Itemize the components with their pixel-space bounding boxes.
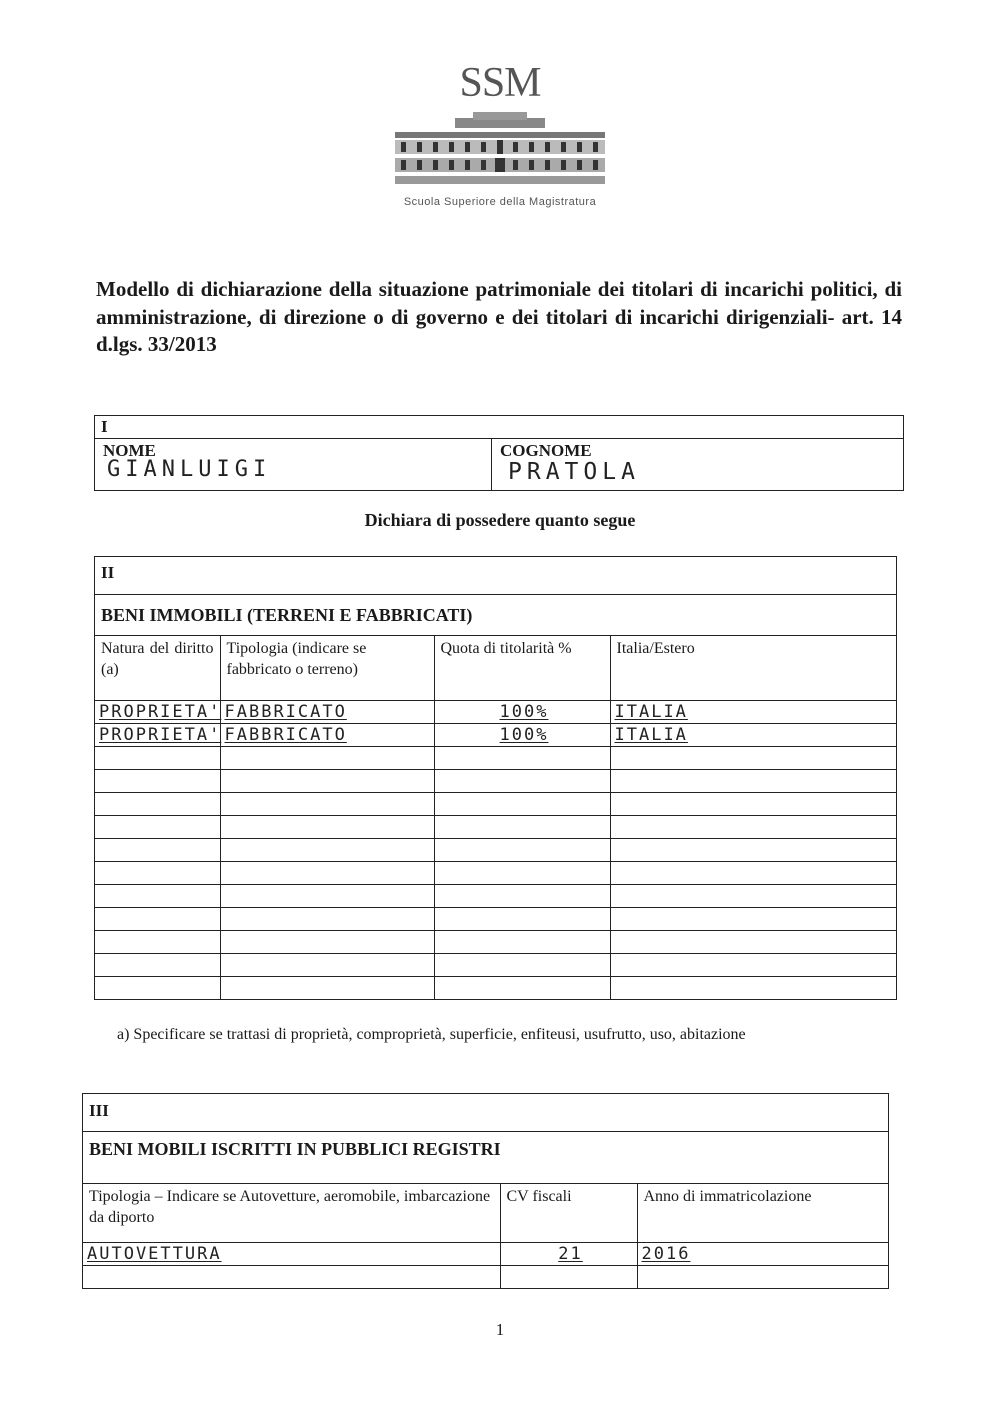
section-registered-vehicles	[82, 1093, 889, 1289]
table-cell	[95, 770, 220, 793]
cell-value: ITALIA	[614, 725, 688, 745]
building-illustration-icon	[385, 110, 615, 192]
column-header: Tipologia (indicare se fabbricato o terreno)	[220, 636, 434, 701]
table-cell	[610, 885, 896, 908]
table-cell	[95, 724, 220, 747]
table-cell	[95, 977, 220, 1000]
table-cell	[434, 954, 610, 977]
table-cell	[610, 747, 896, 770]
logo-mark: SSM	[459, 60, 541, 106]
table-row	[95, 747, 896, 770]
table-row	[95, 931, 896, 954]
logo-caption: Scuola Superiore della Magistratura	[403, 196, 597, 208]
table-cell	[434, 908, 610, 931]
table-cell	[83, 1243, 500, 1266]
table-cell	[500, 1266, 637, 1289]
table-cell	[610, 793, 896, 816]
section-number: III	[83, 1094, 888, 1132]
table-cell	[95, 885, 220, 908]
table-cell	[637, 1243, 888, 1266]
table-cell	[220, 885, 434, 908]
name-label: NOME	[103, 441, 156, 460]
cell-value: 21	[558, 1244, 583, 1264]
table-cell	[610, 816, 896, 839]
table-cell	[434, 977, 610, 1000]
table-cell	[434, 701, 610, 724]
cell-value: ITALIA	[614, 702, 688, 722]
table-cell	[434, 862, 610, 885]
footnote: a) Specificare se trattasi di proprietà, comproprietà, superficie, enfiteusi, usufrutto, uso, abitazione	[117, 1026, 746, 1043]
table-cell	[220, 931, 434, 954]
table-cell	[610, 724, 896, 747]
section-number: II	[95, 557, 896, 595]
table-cell	[95, 954, 220, 977]
table-row	[95, 724, 896, 747]
table-row	[95, 908, 896, 931]
table-cell	[434, 931, 610, 954]
cell-value: FABBRICATO	[224, 725, 347, 745]
table-cell	[434, 885, 610, 908]
table-cell	[220, 977, 434, 1000]
table-row	[95, 977, 896, 1000]
cell-value: FABBRICATO	[224, 702, 347, 722]
section-title: BENI MOBILI ISCRITTI IN PUBBLICI REGISTRI	[83, 1132, 888, 1184]
table-row	[95, 954, 896, 977]
table-cell	[610, 908, 896, 931]
document-title: Modello di dichiarazione della situazione patrimoniale dei titolari di incarichi politici, di amministrazione, di direzione o di governo e dei titolari di incarichi dirigenziali- art. 14 d.lgs. 33/2013	[96, 277, 902, 357]
cell-value: AUTOVETTURA	[87, 1244, 222, 1264]
table-cell	[95, 839, 220, 862]
table-cell	[220, 816, 434, 839]
table-cell	[610, 701, 896, 724]
cell-value: 2016	[641, 1244, 691, 1264]
table-row	[95, 770, 896, 793]
table-cell	[220, 862, 434, 885]
table-cell	[434, 793, 610, 816]
table-cell	[637, 1266, 888, 1289]
table-cell	[610, 977, 896, 1000]
table-cell	[95, 793, 220, 816]
table-cell	[220, 793, 434, 816]
name-value: GIANLUIGI	[107, 457, 272, 482]
surname-value: PRATOLA	[508, 459, 640, 485]
section-identity	[94, 415, 904, 491]
table-header-row	[83, 1184, 888, 1243]
table-cell	[434, 724, 610, 747]
page-number: 1	[495, 1320, 505, 1339]
cell-value: PROPRIETA'	[99, 702, 222, 722]
declaration-text: Dichiara di possedere quanto segue	[364, 510, 636, 530]
table-row	[95, 839, 896, 862]
table-row	[95, 701, 896, 724]
column-header: Anno di immatricolazione	[637, 1184, 888, 1243]
section-real-estate	[94, 556, 897, 1000]
name-cell	[95, 439, 492, 490]
table-cell	[610, 862, 896, 885]
table-cell	[610, 770, 896, 793]
real-estate-table	[95, 636, 896, 999]
table-cell	[500, 1243, 637, 1266]
table-cell	[434, 816, 610, 839]
table-cell	[434, 747, 610, 770]
surname-label: COGNOME	[500, 441, 592, 460]
table-row	[83, 1243, 888, 1266]
table-cell	[610, 839, 896, 862]
column-header: Quota di titolarità %	[434, 636, 610, 701]
table-cell	[95, 862, 220, 885]
table-row	[95, 816, 896, 839]
table-cell	[95, 931, 220, 954]
table-cell	[220, 954, 434, 977]
table-cell	[95, 701, 220, 724]
table-row	[83, 1266, 888, 1289]
cell-value: 100%	[499, 725, 549, 745]
table-header-row	[95, 636, 896, 701]
section-number: I	[95, 416, 903, 439]
column-header: Tipologia – Indicare se Autovetture, aeromobile, imbarcazione da diporto	[83, 1184, 500, 1243]
table-cell	[220, 839, 434, 862]
column-header: CV fiscali	[500, 1184, 637, 1243]
table-row	[95, 862, 896, 885]
cell-value: 100%	[499, 702, 549, 722]
vehicles-table	[83, 1184, 888, 1288]
column-header: Natura del diritto (a)	[95, 636, 220, 701]
table-cell	[220, 747, 434, 770]
table-cell	[220, 701, 434, 724]
table-cell	[220, 770, 434, 793]
table-cell	[610, 931, 896, 954]
table-cell	[220, 908, 434, 931]
table-cell	[434, 839, 610, 862]
column-header: Italia/Estero	[610, 636, 896, 701]
ssm-logo	[380, 62, 620, 208]
table-cell	[95, 908, 220, 931]
section-title: BENI IMMOBILI (TERRENI E FABBRICATI)	[95, 595, 896, 636]
table-cell	[434, 770, 610, 793]
table-cell	[95, 816, 220, 839]
table-row	[95, 885, 896, 908]
table-row	[95, 793, 896, 816]
table-cell	[220, 724, 434, 747]
surname-cell	[492, 439, 903, 490]
name-row	[95, 439, 903, 490]
table-cell	[95, 747, 220, 770]
table-cell	[83, 1266, 500, 1289]
cell-value: PROPRIETA'	[99, 725, 222, 745]
table-cell	[610, 954, 896, 977]
